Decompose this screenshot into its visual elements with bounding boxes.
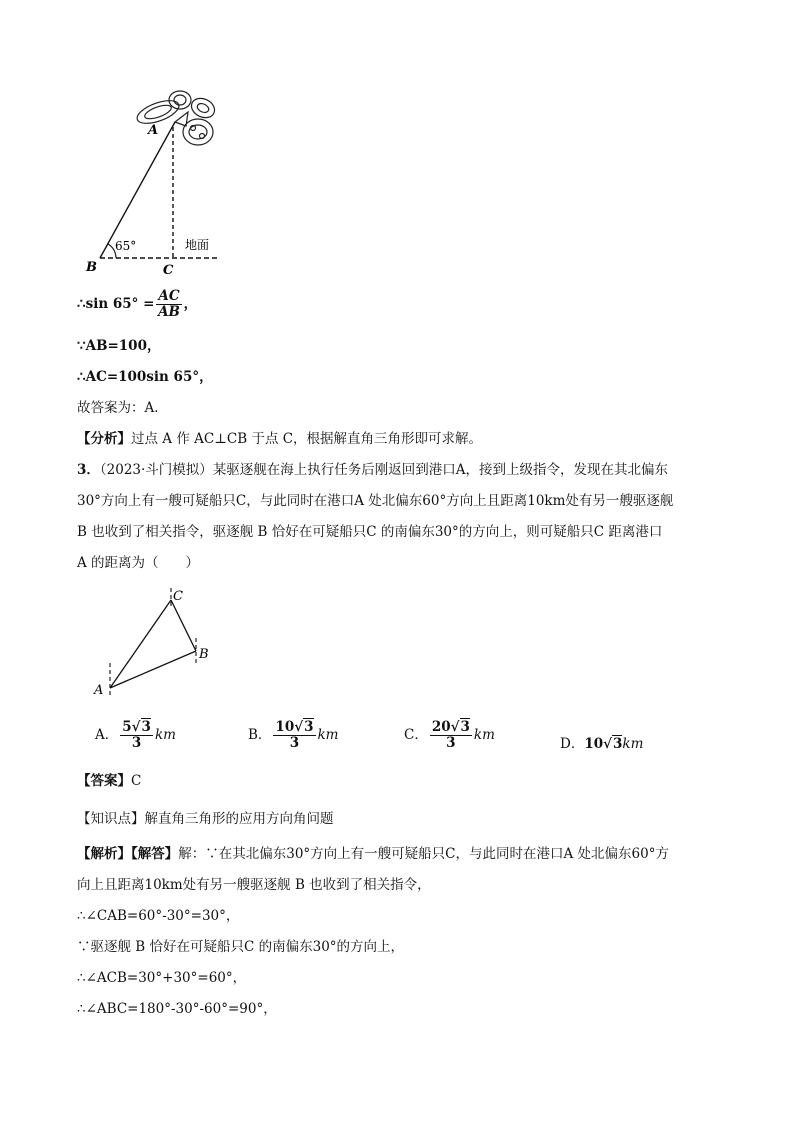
option-b[interactable] bbox=[248, 720, 338, 751]
option-b-coef: 10 bbox=[275, 719, 295, 735]
solution-line-1 bbox=[77, 842, 669, 862]
angle-label: 65° bbox=[115, 239, 137, 253]
option-d-letter: D． bbox=[560, 736, 585, 752]
option-a-fraction: $\frac{5√3}{3}$ bbox=[122, 719, 151, 751]
question-number: 3． bbox=[77, 462, 100, 478]
fraction-numerator: AC bbox=[158, 288, 180, 304]
question-line-4: A 的距离为（ ） bbox=[77, 555, 200, 571]
option-a[interactable] bbox=[95, 720, 176, 751]
analysis-line bbox=[77, 427, 482, 447]
ab-value: AB=100， bbox=[85, 338, 161, 354]
question-line-1 bbox=[77, 458, 668, 478]
analysis-text: 过点 A 作 AC⊥CB 于点 C，根据解直角三角形即可求解。 bbox=[131, 431, 483, 447]
option-a-coef: 5 bbox=[122, 719, 132, 735]
option-a-letter: A． bbox=[95, 727, 119, 743]
option-d[interactable]: D．10√3km bbox=[560, 736, 644, 752]
option-c[interactable] bbox=[404, 720, 495, 751]
ac-value: AC=100sin 65°， bbox=[85, 369, 213, 385]
option-d-root: 3 bbox=[613, 736, 623, 752]
option-b-root: 3 bbox=[304, 719, 314, 735]
label-b: B bbox=[86, 260, 97, 275]
solution-line-3: ∴∠CAB=60°-30°=30°， bbox=[77, 908, 240, 924]
option-c-coef: 20 bbox=[431, 719, 451, 735]
solution-line-6: ∴∠ABC=180°-30°-60°=90°， bbox=[77, 1001, 277, 1017]
solution-text-1: 解：∵在其北偏东30°方向上有一艘可疑船只C，与此同时在港口A 处北偏东60°方 bbox=[178, 846, 669, 862]
label-a: A bbox=[148, 123, 159, 138]
solution-line-2: 向上且距离10km处有另一艘驱逐舰 B 也收到了相关指令， bbox=[77, 877, 431, 893]
option-d-unit: km bbox=[622, 736, 644, 752]
segment-cb bbox=[171, 600, 196, 651]
solution-line-5: ∴∠ACB=30°+30°=60°， bbox=[77, 970, 247, 986]
label-a: A bbox=[94, 683, 104, 698]
solution-tag-1: 【解析】 bbox=[77, 846, 131, 862]
question-text-1: 某驱逐舰在海上执行任务后刚返回到港口A，接到上级指令，发现在其北偏东 bbox=[212, 462, 669, 478]
option-c-fraction: $\frac{20√3}{3}$ bbox=[431, 719, 470, 751]
answer-row bbox=[77, 769, 141, 789]
kite-icon bbox=[134, 91, 217, 145]
fraction-denominator: AB bbox=[158, 304, 180, 320]
analysis-tag: 【分析】 bbox=[77, 431, 131, 447]
option-b-unit: km bbox=[317, 727, 339, 743]
therefore-symbol: ∴ bbox=[77, 369, 86, 385]
option-d-coef: 10 bbox=[584, 736, 604, 752]
option-a-root: 3 bbox=[141, 719, 151, 735]
knowledge-text: 解直角三角形的应用方向角问题 bbox=[144, 811, 334, 827]
sin-prefix: sin 65° = bbox=[85, 296, 155, 312]
ground-label: 地面 bbox=[185, 238, 210, 252]
ab-equation bbox=[77, 334, 160, 354]
triangle-diagram bbox=[88, 583, 223, 703]
solution-tag-2: 【解答】 bbox=[131, 846, 179, 862]
question-line-2: 30°方向上有一艘可疑船只C，与此同时在港口A 处北偏东60°方向上且距离10km处有另一艘驱逐舰 bbox=[77, 493, 674, 509]
option-b-letter: B． bbox=[248, 727, 272, 743]
therefore-symbol: ∴ bbox=[77, 296, 86, 312]
question-line-3: B 也收到了相关指令，驱逐舰 B 恰好在可疑船只C 的南偏东30°的方向上，则可疑船只C 距离港口 bbox=[77, 524, 663, 540]
option-b-fraction: $\frac{10√3}{3}$ bbox=[275, 719, 314, 751]
label-b: B bbox=[199, 647, 209, 662]
label-c: C bbox=[163, 263, 174, 277]
kite-diagram bbox=[80, 82, 240, 277]
option-c-den: 3 bbox=[446, 735, 456, 751]
ac-equation bbox=[77, 365, 213, 385]
option-c-unit: km bbox=[473, 727, 495, 743]
option-c-letter: C． bbox=[404, 727, 428, 743]
knowledge-row bbox=[77, 807, 334, 827]
option-a-unit: km bbox=[154, 727, 176, 743]
sin-suffix: ， bbox=[183, 296, 198, 312]
sin-equation bbox=[77, 289, 197, 320]
because-symbol: ∵ bbox=[77, 338, 86, 354]
option-b-den: 3 bbox=[289, 735, 300, 751]
fraction-ac-ab bbox=[156, 289, 181, 320]
option-c-root: 3 bbox=[460, 719, 470, 735]
segment-ab bbox=[100, 122, 175, 258]
answer-line: 故答案为：A. bbox=[77, 400, 159, 416]
solution-line-4: ∵驱逐舰 B 恰好在可疑船只C 的南偏东30°的方向上， bbox=[77, 939, 405, 955]
option-a-den: 3 bbox=[131, 735, 142, 751]
answer-value: C bbox=[131, 773, 142, 789]
question-source: （2023·斗门模拟） bbox=[99, 462, 213, 478]
label-c: C bbox=[173, 589, 183, 604]
knowledge-tag: 【知识点】 bbox=[77, 811, 145, 827]
answer-tag: 【答案】 bbox=[77, 773, 131, 789]
